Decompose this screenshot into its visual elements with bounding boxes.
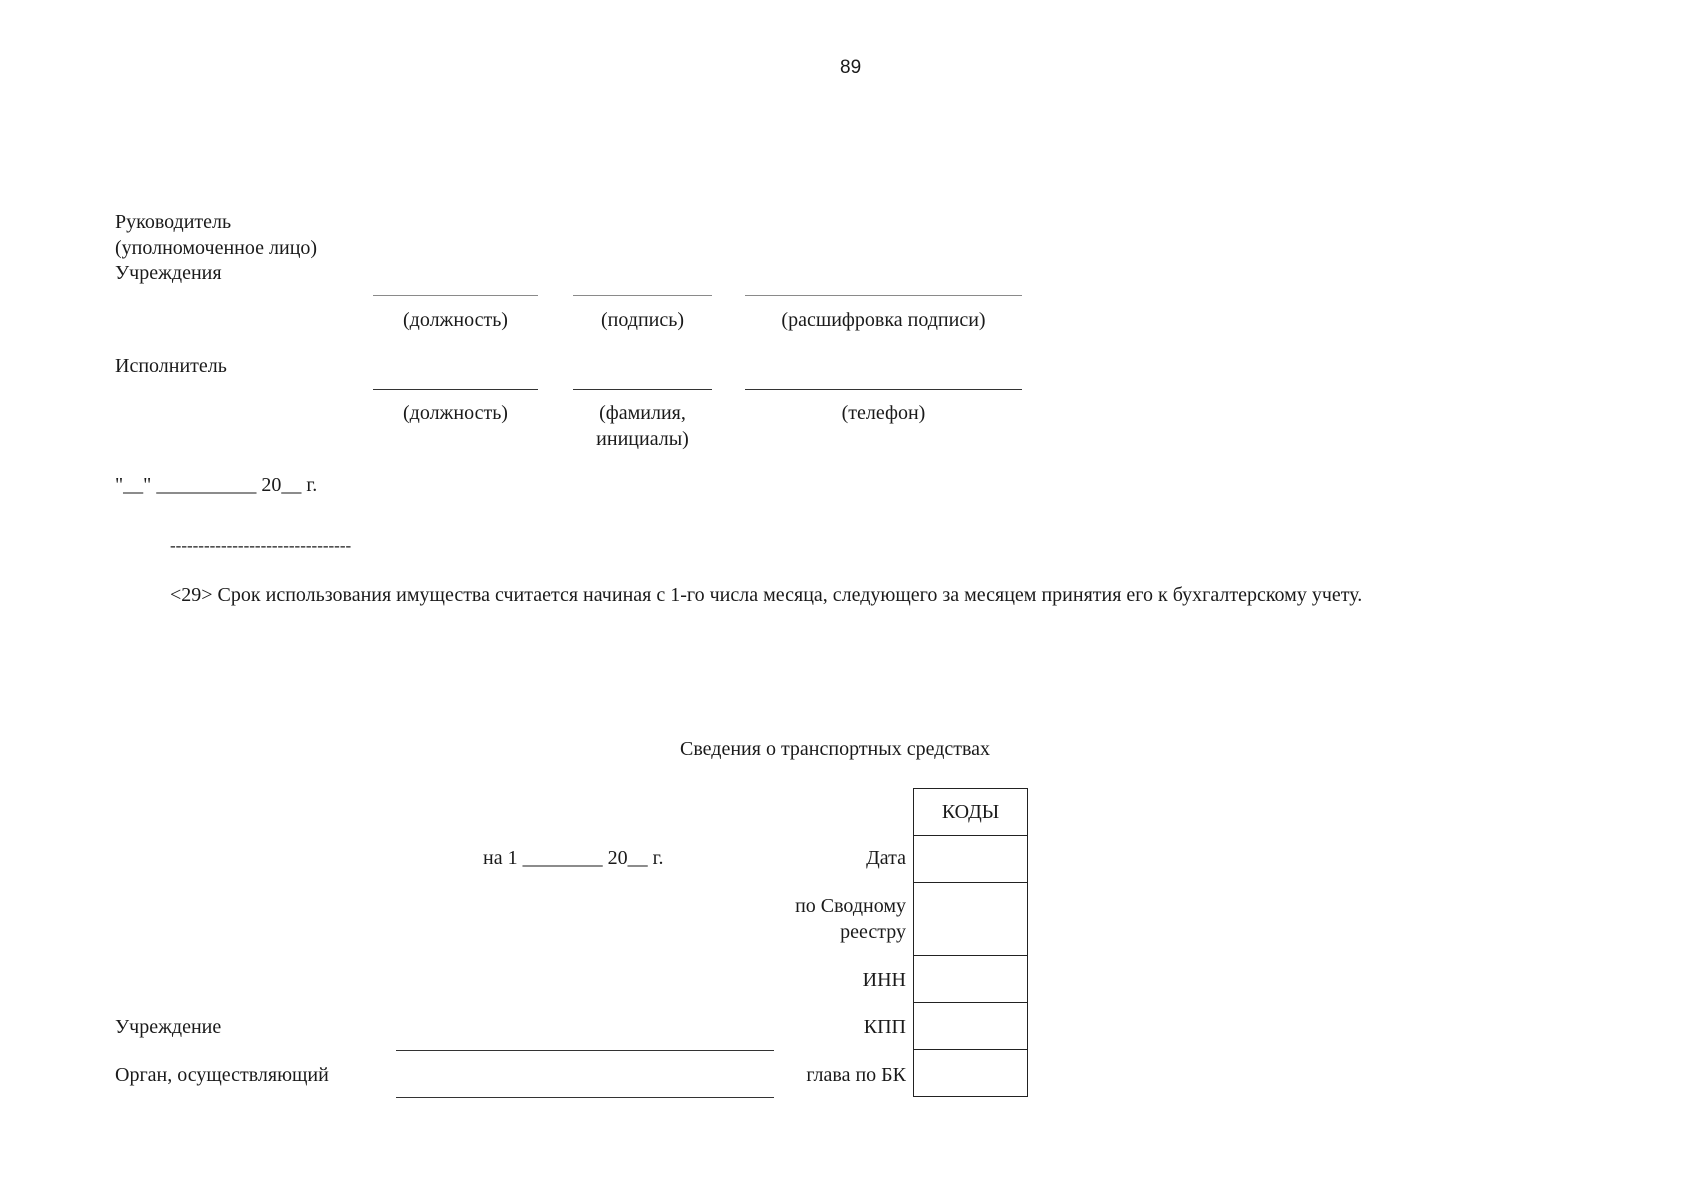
head-position-caption: (должность) [403,309,508,331]
authority-line[interactable] [396,1097,774,1098]
institution-label: Учреждение [115,1016,222,1038]
executor-phone-caption: (телефон) [841,402,926,424]
head-decoding-line [745,295,1022,296]
executor-position-caption: (должность) [403,402,508,424]
label-bk-chapter: глава по БК [806,1064,906,1086]
head-label-line2: (уполномоченное лицо) [115,237,318,259]
label-kpp: КПП [863,1016,906,1038]
codes-table [913,788,1028,1097]
form-title: Сведения о транспортных средствах [680,738,991,760]
executor-phone-line [745,389,1022,390]
executor-name-line [573,389,712,390]
signature-date-line: "__" __________ 20__ г. [115,474,318,496]
head-signature-caption: (подпись) [600,309,685,331]
code-cell-inn[interactable] [914,956,1028,1003]
footnote-separator: -------------------------------- [170,536,352,555]
label-registry-line2: реестру [840,921,906,943]
executor-position-line [373,389,538,390]
head-label-line3: Учреждения [115,262,222,284]
executor-name-caption-line1: (фамилия, [599,402,686,424]
code-cell-date[interactable] [914,836,1028,883]
institution-line[interactable] [396,1050,774,1051]
head-decoding-caption: (расшифровка подписи) [781,309,986,331]
page-number: 89 [840,57,862,78]
executor-label: Исполнитель [115,355,227,377]
code-cell-registry[interactable] [914,883,1028,956]
head-label-line1: Руководитель [115,211,232,233]
form-date-field: на 1 ________ 20__ г. [483,847,664,869]
head-signature-line [573,295,712,296]
authority-label: Орган, осуществляющий [115,1064,329,1086]
executor-name-caption-line2: инициалы) [596,428,689,450]
code-cell-kpp[interactable] [914,1003,1028,1050]
label-date: Дата [866,847,906,869]
footnote-text: <29> Срок использования имущества считается начиная с 1-го числа месяца, следующего за месяцем принятия его к бухгалтерскому учету. [170,584,1363,606]
codes-header: КОДЫ [914,789,1028,836]
label-inn: ИНН [862,969,906,991]
head-position-line [373,295,538,296]
label-registry-line1: по Сводному [795,895,906,917]
code-cell-bk-chapter[interactable] [914,1050,1028,1097]
